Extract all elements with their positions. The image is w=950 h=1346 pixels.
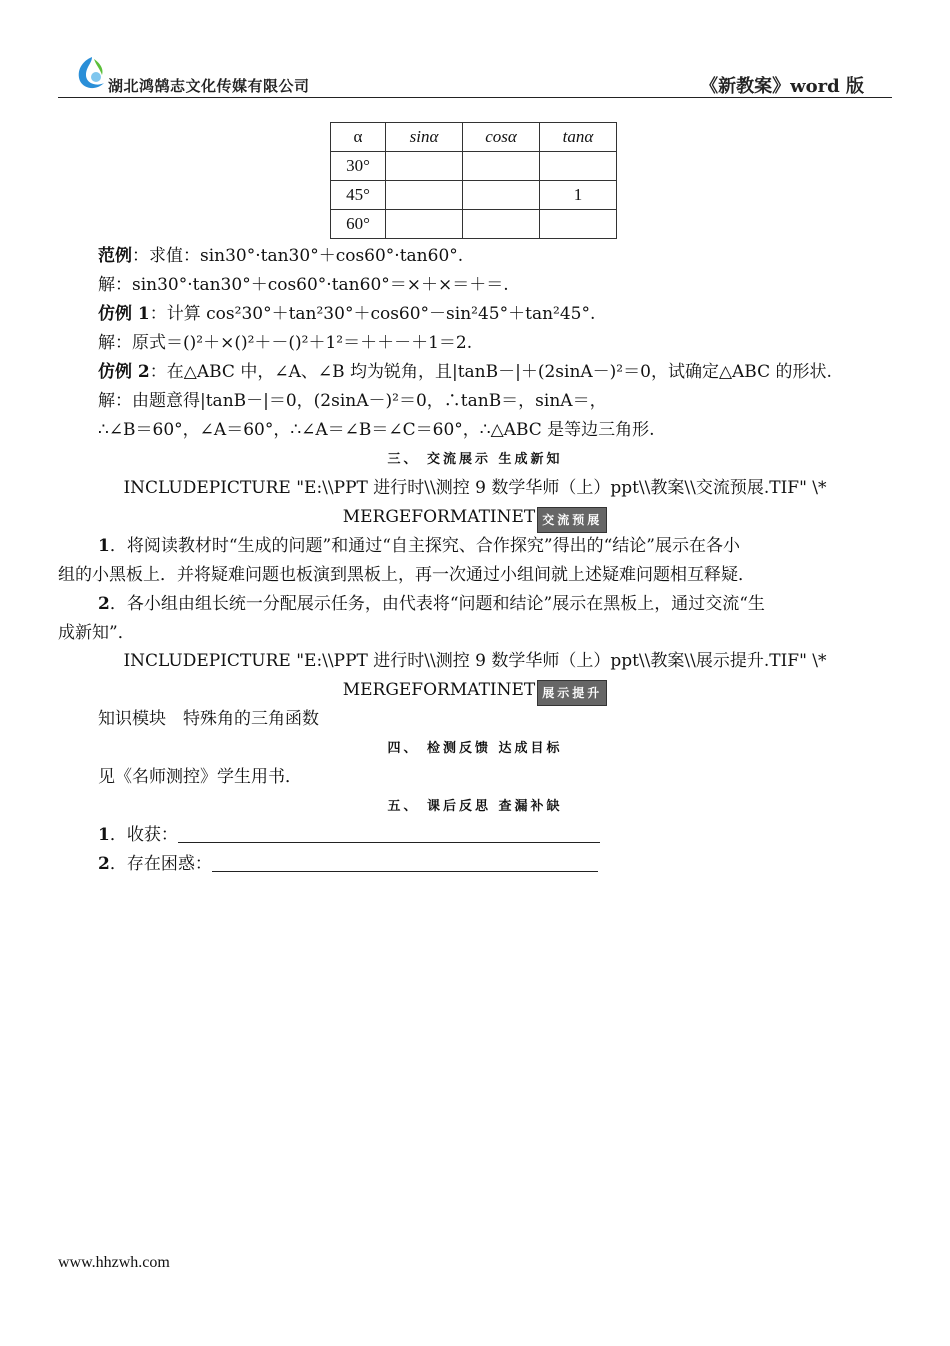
- gains-line: [98, 824, 600, 846]
- ex2-label: 仿例 2: [98, 362, 150, 382]
- confusion-label: ．存在困惑：: [109, 854, 212, 874]
- table-row: [331, 210, 617, 239]
- ex1-text: ：计算 cos²30°＋tan²30°＋cos60°－sin²45°＋tan²45°.: [149, 304, 596, 324]
- table-header-cell: sinα: [386, 123, 463, 152]
- table-cell: [540, 152, 617, 181]
- item-text: ．将阅读教材时“生成的问题”和通过“自主探究、合作探究”得出的“结论”展示在各小: [109, 536, 740, 556]
- page-header: [58, 55, 892, 98]
- table-cell: [463, 181, 540, 210]
- brand-title: 《新教案》word 版: [700, 76, 864, 97]
- item-text: ．各小组由组长统一分配展示任务，由代表将“问题和结论”展示在黑板上，通过交流“生: [109, 594, 765, 614]
- stamp-exchange-preview: 交流预展: [537, 507, 607, 533]
- example-text: ：求值：sin30°·tan30°＋cos60°·tan60°.: [132, 246, 464, 266]
- table-cell: 60°: [331, 210, 386, 239]
- ex1-solution: 解：原式＝()²＋×()²＋－()²＋1²＝＋＋－＋1＝2.: [98, 333, 473, 353]
- table-cell: [540, 210, 617, 239]
- merge-format-text: MERGEFORMATINET: [342, 680, 536, 700]
- section-4-title: 四、 检测反馈 达成目标: [387, 741, 563, 756]
- s3-item-1a: [98, 535, 740, 557]
- table-cell: [463, 152, 540, 181]
- gains-label: ．收获：: [109, 825, 178, 845]
- include-picture-2a: INCLUDEPICTURE "E:\\PPT 进行时\\测控 9 数学华师（上）ppt\\教案\\展示提升.TIF" \*: [123, 651, 827, 671]
- table-header-cell: α: [331, 123, 386, 152]
- s3-item-1b: 组的小黑板上．并将疑难问题也板演到黑板上，再一次通过小组间就上述疑难问题相互释疑．: [58, 565, 755, 585]
- footer-url[interactable]: www.hhzwh.com: [58, 1254, 170, 1271]
- merge-format-text: MERGEFORMATINET: [342, 507, 536, 527]
- section-3-title: 三、 交流展示 生成新知: [387, 452, 563, 467]
- include-picture-2b: [58, 679, 892, 706]
- ex2-line: [98, 361, 832, 383]
- table-cell: [386, 181, 463, 210]
- table-header-cell: tanα: [540, 123, 617, 152]
- section-5-title: 五、 课后反思 查漏补缺: [387, 799, 563, 814]
- ex1-line: [98, 303, 595, 325]
- item-number: 1: [98, 536, 110, 556]
- include-picture-1a: INCLUDEPICTURE "E:\\PPT 进行时\\测控 9 数学华师（上）ppt\\教案\\交流预展.TIF" \*: [123, 478, 827, 498]
- stamp-show-improve: 展示提升: [537, 680, 607, 706]
- gains-blank[interactable]: [178, 824, 600, 843]
- item-number: 2: [98, 854, 110, 874]
- knowledge-module: 知识模块 特殊角的三角函数: [98, 709, 319, 729]
- company-logo-icon: [74, 55, 110, 93]
- example-label: 范例: [98, 246, 132, 266]
- ex2-text: ：在△ABC 中，∠A、∠B 均为锐角，且|tanB－|＋(2sinA－)²＝0，试确定△ABC 的形状.: [149, 362, 832, 382]
- table-cell: [386, 210, 463, 239]
- confusion-blank[interactable]: [212, 853, 598, 872]
- confusion-line: [98, 853, 598, 875]
- s3-item-2b: 成新知”．: [58, 623, 135, 643]
- s3-item-2a: [98, 593, 765, 615]
- table-header-row: [331, 123, 617, 152]
- example-solution: 解：sin30°·tan30°＋cos60°·tan60°＝×＋×＝＋＝.: [98, 275, 509, 295]
- table-cell: 45°: [331, 181, 386, 210]
- ex2-solution-2: ∴∠B＝60°，∠A＝60°，∴∠A＝∠B＝∠C＝60°，∴△ABC 是等边三角形.: [98, 420, 655, 440]
- table-cell: 30°: [331, 152, 386, 181]
- table-row: [331, 181, 617, 210]
- table-cell: [386, 152, 463, 181]
- company-name: 湖北鸿鹄志文化传媒有限公司: [108, 77, 310, 95]
- table-cell: [463, 210, 540, 239]
- item-number: 2: [98, 594, 110, 614]
- table-cell: 1: [540, 181, 617, 210]
- ex1-label: 仿例 1: [98, 304, 150, 324]
- table-row: [331, 152, 617, 181]
- section-4-text: 见《名师测控》学生用书．: [98, 767, 302, 787]
- table-header-cell: cosα: [463, 123, 540, 152]
- include-picture-1b: [58, 506, 892, 533]
- item-number: 1: [98, 825, 110, 845]
- trig-table: [330, 122, 617, 239]
- example-line: [98, 245, 463, 267]
- ex2-solution-1: 解：由题意得|tanB－|＝0，(2sinA－)²＝0，∴tanB＝，sinA＝，: [98, 391, 607, 411]
